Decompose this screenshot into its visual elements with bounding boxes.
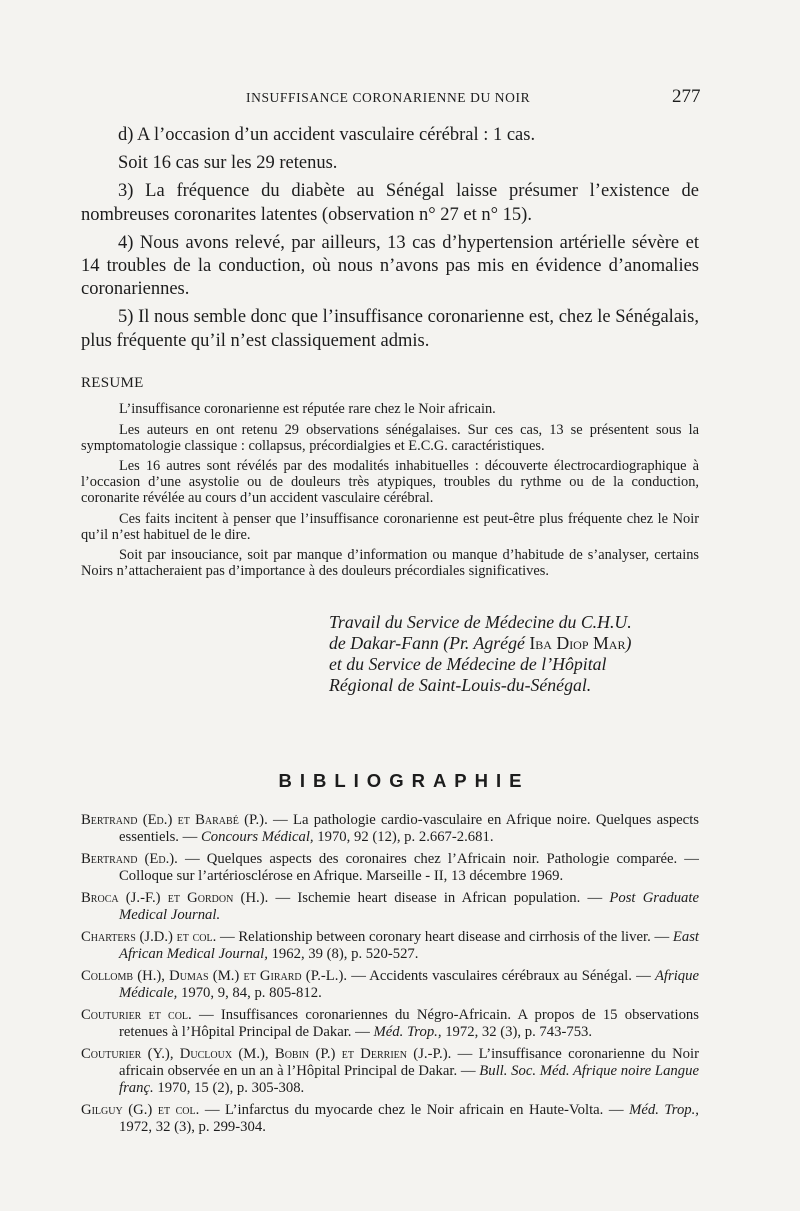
reference-authors: Couturier (Y.), Ducloux (M.), Bobin (P.) et Derrien (J.-P.). (81, 1046, 452, 1062)
affiliation-line (329, 633, 632, 654)
reference-journal: Méd. Trop., (629, 1102, 699, 1118)
reference-authors: Gilguy (G.) et col. (81, 1102, 200, 1118)
reference-text: — Relationship between coronary heart disease and cirrhosis of the liver. — (216, 929, 673, 945)
affiliation-signature (329, 612, 632, 696)
affiliation-line: et du Service de Médecine de l’Hôpital (329, 654, 607, 674)
reference-authors: Couturier et col. (81, 1007, 192, 1023)
resume-paragraph: L’insuffisance coronarienne est réputée rare chez le Noir africain. (119, 401, 496, 417)
affiliation-line: Régional de Saint-Louis-du-Sénégal. (329, 675, 592, 695)
reference-text: — La pathologie cardio-vasculaire en Afrique noire. Quelques aspects essentiels. — (119, 812, 699, 845)
professor-name: Iba Diop Mar (529, 633, 626, 653)
paragraph: 3) La fréquence du diabète au Sénégal laisse présumer l’existence de nombreuses coronarites latentes (observation n° 27 et n° 15). (81, 181, 699, 225)
running-title: INSUFFISANCE CORONARIENNE DU NOIR (246, 90, 531, 105)
reference-journal: Bull. Soc. Méd. Afrique noire Langue franç. (119, 1063, 699, 1096)
resume-text (81, 402, 699, 585)
reference-journal: Concours Médical, (201, 829, 314, 845)
resume-heading: RESUME (81, 375, 144, 391)
reference-authors: Bertrand (Ed.) et Barabé (P.). (81, 812, 268, 828)
resume-paragraph: Soit par insouciance, soit par manque d’information ou manque d’habitude de s’analyser, certains Noirs n’attacheraient pas d’importance à des douleurs précordiales significatives. (81, 547, 699, 580)
reference-text: — Quelques aspects des coronaires chez l’Africain noir. Pathologie comparée. — Colloque sur l’artériosclérose en Afrique. Marseille - II, 13 décembre 1969. (119, 851, 699, 884)
reference-text: — Accidents vasculaires cérébraux au Sénégal. — (347, 968, 655, 984)
reference-authors: Broca (J.-F.) et Gordon (H.). (81, 890, 269, 906)
reference-journal: Post Graduate Medical Journal. (119, 890, 700, 923)
reference-item (81, 1102, 699, 1136)
affiliation-line: Travail du Service de Médecine du C.H.U. (329, 612, 632, 632)
reference-text: — L’insuffisance coronarienne du Noir africain observée en un an à l’Hôpital Principal de Dakar. — (119, 1046, 699, 1079)
reference-authors: Bertrand (Ed.). (81, 851, 178, 867)
reference-details: 1962, 39 (8), p. 520-527. (267, 946, 419, 962)
reference-details: 1972, 32 (3), p. 743-753. (441, 1024, 593, 1040)
main-text (81, 124, 699, 358)
reference-authors: Charters (J.D.) et col. (81, 929, 217, 945)
reference-item (81, 929, 699, 963)
resume-paragraph: Ces faits incitent à penser que l’insuffisance coronarienne est peut-être plus fréquente chez le Noir qu’il n’est habituel de le dire. (81, 510, 699, 543)
bibliography-list (81, 812, 699, 1141)
reference-text: — Insuffisances coronariennes du Négro-Africain. A propos de 15 observations retenues à l’Hôpital Principal de Dakar. — (119, 1007, 699, 1040)
page-number: 277 (672, 86, 701, 107)
paragraph: 5) Il nous semble donc que l’insuffisance coronarienne est, chez le Sénégalais, plus fréquente qu’il n’est classiquement admis. (81, 307, 699, 351)
reference-item (81, 1007, 699, 1041)
paragraph: d) A l’occasion d’un accident vasculaire cérébral : 1 cas. (118, 125, 536, 145)
resume-paragraph: Les auteurs en ont retenu 29 observations sénégalaises. Sur ces cas, 13 se présentent sous la symptomatologie classique : collapsus, précordialgies et E.C.G. caractéristiques. (81, 421, 699, 454)
reference-item (81, 812, 699, 846)
paragraph: 4) Nous avons relevé, par ailleurs, 13 cas d’hypertension artérielle sévère et 14 troubles de la conduction, où nous n’avons pas mis en évidence d’anomalies coronariennes. (81, 232, 699, 300)
reference-details: 1970, 9, 84, p. 805-812. (177, 985, 322, 1001)
reference-item (81, 890, 699, 924)
reference-authors: Collomb (H.), Dumas (M.) et Girard (P.-L.). (81, 968, 348, 984)
affiliation-text: de Dakar-Fann (Pr. Agrégé (329, 633, 530, 653)
bibliography-heading: BIBLIOGRAPHIE (278, 770, 530, 791)
paragraph: Soit 16 cas sur les 29 retenus. (118, 153, 338, 174)
reference-details: 1972, 32 (3), p. 299-304. (119, 1119, 266, 1135)
reference-journal: Afrique Médicale, (119, 968, 700, 1001)
reference-item (81, 968, 699, 1002)
resume-paragraph: Les 16 autres sont révélés par des modalités inhabituelles : découverte électrocardiographique à l’occasion d’une asystolie ou de douleurs très atypiques, troubles du rythme ou de la conduction, coronarite révélée au cours d’un accident vasculaire cérébral. (81, 458, 699, 506)
reference-details: 1970, 15 (2), p. 305-308. (153, 1080, 305, 1096)
affiliation-text: ) (625, 633, 632, 653)
reference-journal: East African Medical Journal, (119, 929, 699, 962)
reference-item (81, 851, 699, 885)
reference-details: 1970, 92 (12), p. 2.667-2.681. (313, 829, 494, 845)
reference-item (81, 1046, 699, 1097)
reference-text: — L’infarctus du myocarde chez le Noir africain en Haute-Volta. — (199, 1102, 630, 1118)
reference-journal: Méd. Trop., (373, 1024, 442, 1040)
running-header (0, 86, 800, 110)
reference-text: — Ischemie heart disease in African population. — (268, 890, 610, 906)
